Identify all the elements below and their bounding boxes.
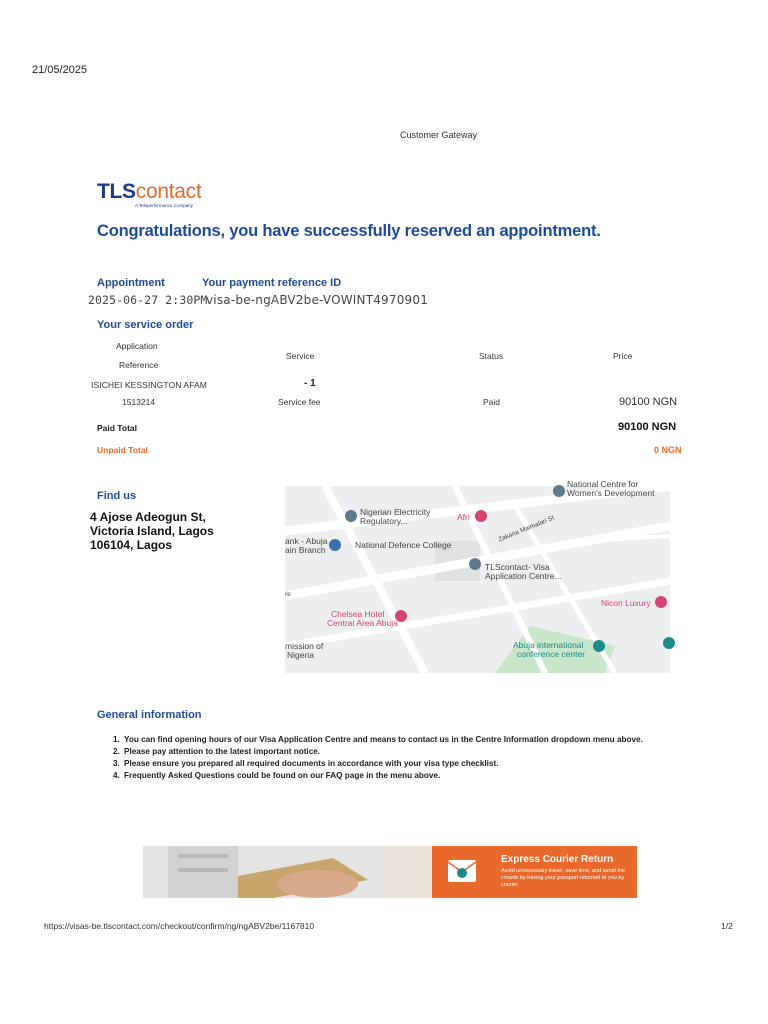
map-label-chelsea1: Chelsea Hotel bbox=[331, 609, 385, 619]
list-item: 3. Please ensure you prepared all required documents in accordance with your visa type checklist. bbox=[113, 759, 499, 768]
header-reference: Reference bbox=[119, 360, 159, 370]
map-label-nerc1: Nigerian Electricity bbox=[360, 507, 431, 517]
afri-pin-icon bbox=[475, 510, 487, 522]
envelope-icon bbox=[444, 856, 480, 888]
map-label-edge: re bbox=[285, 591, 291, 598]
map-label-nicon: Nicon Luxury bbox=[601, 598, 651, 608]
courier-photo-graphic bbox=[143, 846, 432, 898]
map-label-conf2: conference center bbox=[517, 649, 586, 659]
general-info-list bbox=[113, 734, 713, 782]
price-value: 90100 NGN bbox=[619, 396, 678, 408]
map-label-street: Zakaria Maimalari St bbox=[497, 514, 556, 544]
list-item: 2. Please pay attention to the latest important notice. bbox=[113, 747, 321, 756]
location-map[interactable] bbox=[285, 479, 670, 673]
express-courier-banner[interactable] bbox=[143, 846, 637, 898]
print-header: Customer Gateway bbox=[400, 130, 478, 140]
list-item: 1. You can find opening hours of our Visa Application Centre and means to contact us in the Centre Information dropdown menu above. bbox=[113, 735, 643, 744]
bank-pin-icon bbox=[329, 539, 341, 551]
general-info-title: General information bbox=[97, 709, 202, 721]
map-label-tls1: TLScontact- Visa bbox=[485, 562, 550, 572]
centre-address bbox=[90, 510, 270, 552]
map-label-ndc: National Defence College bbox=[355, 540, 452, 550]
header-service: Service bbox=[286, 351, 315, 361]
map-label-mission1: mission of bbox=[285, 641, 324, 651]
map-label-womens2: Women's Development bbox=[567, 488, 655, 498]
map-label-tls2: Application Centre... bbox=[485, 571, 562, 581]
map-label-bank2: ain Branch bbox=[285, 545, 326, 555]
paid-total-label: Paid Total bbox=[97, 423, 137, 433]
address-line-2: Victoria Island, Lagos bbox=[90, 524, 214, 538]
courier-promo-panel bbox=[432, 846, 637, 898]
logo-contact: contact bbox=[135, 180, 202, 203]
map-label-afri: Afri bbox=[457, 512, 470, 522]
map-label-womens1: National Centre for bbox=[567, 479, 639, 489]
conference-pin-icon bbox=[593, 640, 605, 652]
list-item: 4. Frequently Asked Questions could be found on our FAQ page in the menu above. bbox=[113, 771, 441, 780]
courier-photo bbox=[143, 846, 432, 898]
appointment-datetime bbox=[88, 293, 207, 307]
footer-page-number: 1/2 bbox=[721, 921, 733, 931]
tlscontact-pin-icon bbox=[469, 558, 481, 570]
map-label-bank1: ank - Abuja bbox=[285, 536, 328, 546]
map-graphic bbox=[285, 486, 670, 673]
address-line-1: 4 Ajose Adeogun St, bbox=[90, 510, 206, 524]
map-label-chelsea2: Central Area Abuja bbox=[327, 618, 398, 628]
header-application: Application bbox=[116, 341, 158, 351]
application-reference: 1513214 bbox=[122, 397, 156, 407]
tlscontact-logo bbox=[97, 181, 201, 208]
service-name: Service fee bbox=[278, 397, 321, 407]
logo-tls: TLS bbox=[97, 180, 136, 203]
unpaid-total-label: Unpaid Total bbox=[97, 445, 148, 455]
service-order-title: Your service order bbox=[97, 319, 194, 331]
find-us-title: Find us bbox=[97, 490, 137, 502]
nicon-pin-icon bbox=[655, 596, 667, 608]
map-label-mission2: Nigeria bbox=[287, 650, 314, 660]
banner-text: Avoid unnecessary travel, save time, and avoid the crowds by having your passport returned to you by courier. bbox=[501, 868, 626, 888]
payref-value: visa-be-ngABV2be-VOWINT4970901 bbox=[206, 293, 429, 307]
paid-total-value: 90100 NGN bbox=[618, 421, 677, 433]
banner-title: Express Courier Return bbox=[501, 854, 614, 865]
edge-pin-icon bbox=[663, 637, 675, 649]
address-line-3: 106104, Lagos bbox=[90, 538, 173, 552]
unpaid-total-value: 0 NGN bbox=[654, 445, 682, 455]
footer-url: https://visas-be.tlscontact.com/checkout/confirm/ng/ngABV2be/1167810 bbox=[44, 921, 315, 931]
appointment-date: 2025-06-27 bbox=[88, 293, 159, 307]
appointment-time: 2:30PM bbox=[165, 293, 208, 307]
quantity: - 1 bbox=[304, 378, 316, 389]
applicant-name: ISICHEI KESSINGTON AFAM bbox=[91, 380, 207, 390]
map-label-conf1: Abuja international bbox=[513, 640, 584, 650]
page-title: Congratulations, you have successfully reserved an appointment. bbox=[97, 222, 601, 240]
header-price: Price bbox=[613, 351, 633, 361]
nerc-pin-icon bbox=[345, 510, 357, 522]
map-label-nerc2: Regulatory... bbox=[360, 516, 408, 526]
womens-centre-pin-icon bbox=[553, 485, 565, 497]
appointment-label: Appointment bbox=[97, 277, 165, 289]
header-status: Status bbox=[479, 351, 504, 361]
payref-label: Your payment reference ID bbox=[202, 277, 342, 289]
status-value: Paid bbox=[483, 397, 501, 407]
logo-tagline: A Teleperformance Company bbox=[135, 203, 193, 208]
print-date: 21/05/2025 bbox=[32, 64, 88, 76]
